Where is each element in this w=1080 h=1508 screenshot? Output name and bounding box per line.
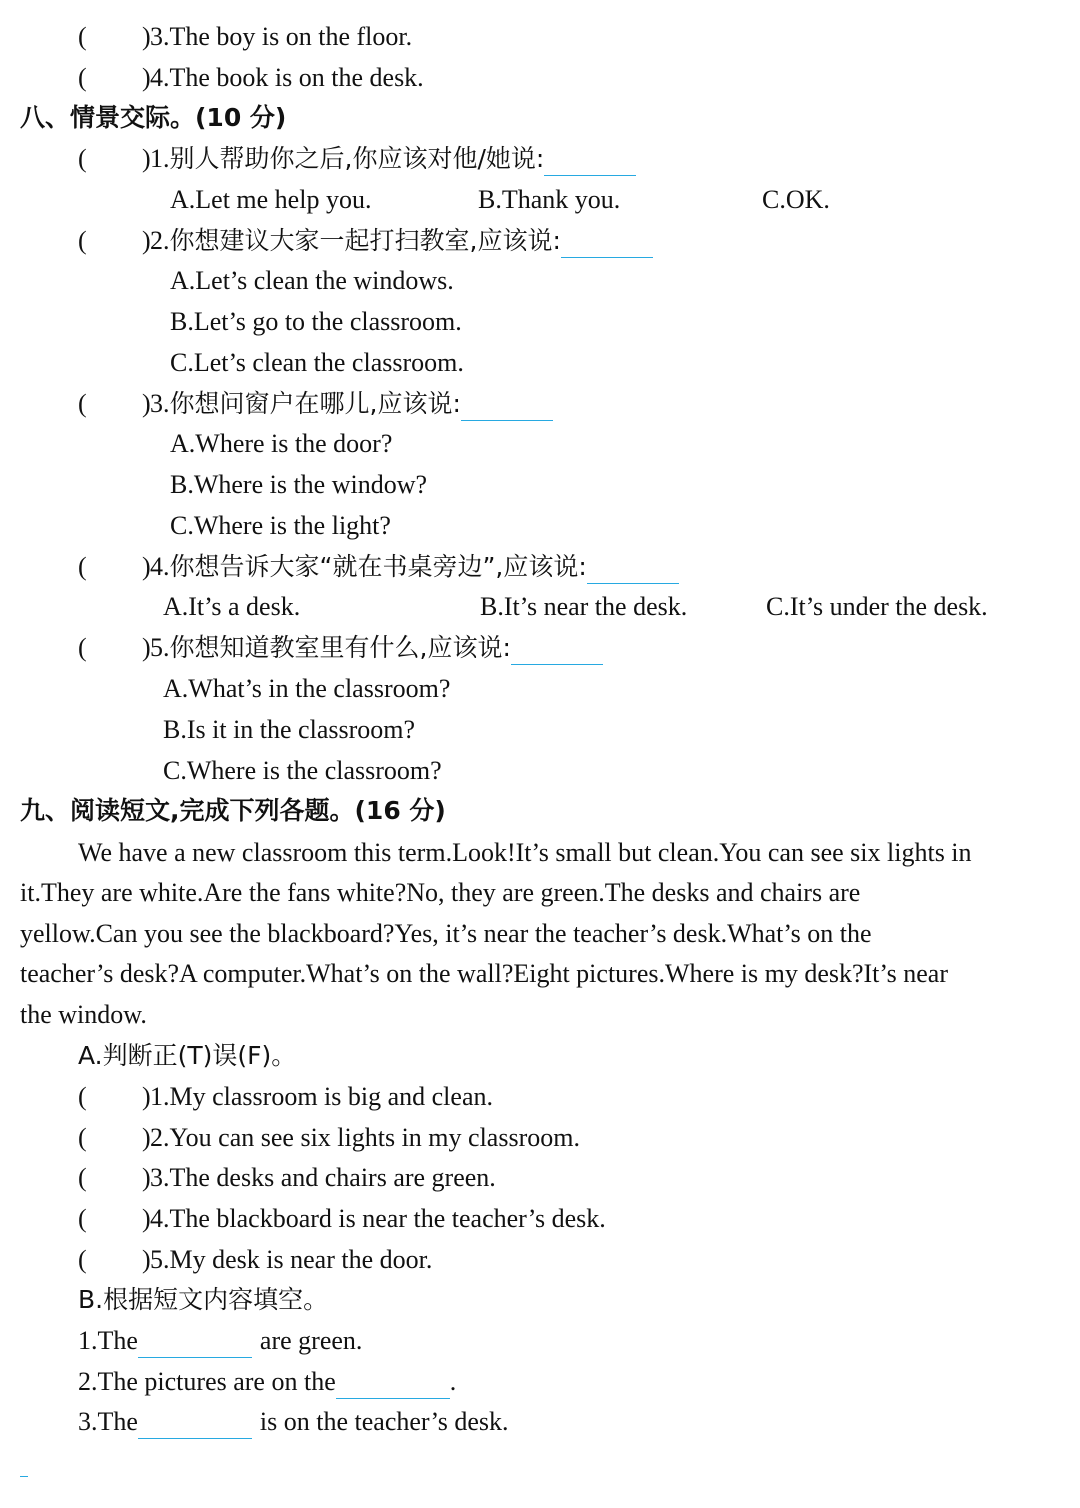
answer-paren-open[interactable]: (	[78, 1163, 87, 1192]
option-a: A.Let me help you.	[170, 185, 372, 214]
option-b: B.Let’s go to the classroom.	[170, 307, 462, 336]
question-number: 2.	[150, 226, 170, 255]
answer-paren-close: )	[142, 389, 151, 418]
fill-in-item-3	[78, 1405, 509, 1439]
fill-in-blank[interactable]	[138, 1331, 252, 1358]
question-number: 5.	[150, 633, 170, 662]
answer-paren-close: )	[142, 1082, 151, 1111]
passage-line-1: We have a new classroom this term.Look!It’s small but clean.You can see six lights in	[78, 838, 972, 867]
passage-line-4: teacher’s desk?A computer.What’s on the wall?Eight pictures.Where is my desk?It’s near	[20, 959, 948, 988]
situation-question-3	[0, 387, 1080, 421]
item-text: 2.You can see six lights in my classroom.	[150, 1123, 580, 1152]
item-text: 4.The book is on the desk.	[150, 63, 424, 92]
option-c: C.Where is the light?	[170, 511, 391, 540]
question-prompt: 你想知道教室里有什么,应该说:	[169, 633, 511, 662]
answer-blank[interactable]	[561, 231, 653, 258]
true-false-item-3	[0, 1161, 1080, 1195]
question-prompt: 你想建议大家一起打扫教室,应该说:	[169, 226, 561, 255]
fill-in-blank[interactable]	[336, 1372, 450, 1399]
passage-line-5: the window.	[20, 1000, 147, 1029]
judge-item-4	[0, 61, 1080, 95]
option-c: C.Let’s clean the classroom.	[170, 348, 464, 377]
answer-paren-open[interactable]: (	[78, 552, 87, 581]
answer-paren-open[interactable]: (	[78, 1082, 87, 1111]
answer-paren-open[interactable]: (	[78, 633, 87, 662]
true-false-item-1	[0, 1080, 1080, 1114]
answer-paren-close: )	[142, 226, 151, 255]
answer-paren-open[interactable]: (	[78, 226, 87, 255]
answer-paren-open[interactable]: (	[78, 1204, 87, 1233]
option-b: B.Is it in the classroom?	[163, 715, 416, 744]
fill-in-text-after: .	[449, 1367, 457, 1396]
option-a: A.Let’s clean the windows.	[170, 266, 454, 295]
option-b: B.Thank you.	[478, 185, 621, 214]
item-text: 5.My desk is near the door.	[150, 1245, 433, 1274]
fill-in-blank[interactable]	[138, 1412, 252, 1439]
stray-underline-mark	[20, 1476, 28, 1477]
fill-in-text-after: is on the teacher’s desk.	[259, 1407, 509, 1436]
fill-in-text-after: are green.	[259, 1326, 363, 1355]
answer-paren-close: )	[142, 144, 151, 173]
question-prompt: 别人帮助你之后,你应该对他/她说:	[169, 144, 545, 173]
item-text: 1.My classroom is big and clean.	[150, 1082, 493, 1111]
judge-item-3	[0, 20, 1080, 54]
answer-blank[interactable]	[461, 394, 553, 421]
true-false-item-2	[0, 1121, 1080, 1155]
section-8-heading: 八、情景交际。(10 分)	[20, 103, 287, 132]
situation-question-5	[0, 631, 1080, 665]
answer-paren-open[interactable]: (	[78, 144, 87, 173]
passage-line-2: it.They are white.Are the fans white?No, they are green.The desks and chairs are	[20, 878, 861, 907]
option-c: C.It’s under the desk.	[766, 592, 988, 621]
answer-paren-open[interactable]: (	[78, 389, 87, 418]
situation-question-4	[0, 550, 1080, 584]
answer-paren-close: )	[142, 63, 151, 92]
answer-paren-open[interactable]: (	[78, 1245, 87, 1274]
true-false-item-4	[0, 1202, 1080, 1236]
answer-paren-close: )	[142, 22, 151, 51]
part-b-title: B.根据短文内容填空。	[78, 1285, 329, 1314]
option-a: A.Where is the door?	[170, 429, 393, 458]
option-b: B.Where is the window?	[170, 470, 428, 499]
option-b: B.It’s near the desk.	[480, 592, 688, 621]
part-a-title: A.判断正(T)误(F)。	[78, 1041, 297, 1070]
answer-paren-close: )	[142, 1204, 151, 1233]
fill-in-text-before: 2.The pictures are on the	[78, 1367, 336, 1396]
item-text: 3.The desks and chairs are green.	[150, 1163, 496, 1192]
situation-question-2	[0, 224, 1080, 258]
question-prompt: 你想告诉大家“就在书桌旁边”,应该说:	[169, 552, 587, 581]
answer-blank[interactable]	[587, 557, 679, 584]
answer-paren-open[interactable]: (	[78, 1123, 87, 1152]
question-number: 4.	[150, 552, 170, 581]
answer-blank[interactable]	[511, 638, 603, 665]
answer-paren-close: )	[142, 1163, 151, 1192]
answer-paren-open[interactable]: (	[78, 22, 87, 51]
item-text: 3.The boy is on the floor.	[150, 22, 413, 51]
situation-question-1	[0, 142, 1080, 176]
answer-paren-open[interactable]: (	[78, 63, 87, 92]
question-number: 1.	[150, 144, 170, 173]
answer-paren-close: )	[142, 1245, 151, 1274]
answer-paren-close: )	[142, 633, 151, 662]
true-false-item-5	[0, 1243, 1080, 1277]
fill-in-text-before: 1.The	[78, 1326, 138, 1355]
fill-in-item-1	[78, 1324, 362, 1358]
fill-in-item-2	[78, 1365, 456, 1399]
option-c: C.Where is the classroom?	[163, 756, 442, 785]
item-text: 4.The blackboard is near the teacher’s desk.	[150, 1204, 606, 1233]
option-a: A.What’s in the classroom?	[163, 674, 451, 703]
section-9-heading: 九、阅读短文,完成下列各题。(16 分)	[20, 796, 446, 825]
option-a: A.It’s a desk.	[163, 592, 301, 621]
question-number: 3.	[150, 389, 170, 418]
question-prompt: 你想问窗户在哪儿,应该说:	[169, 389, 461, 418]
option-c: C.OK.	[762, 185, 830, 214]
answer-paren-close: )	[142, 1123, 151, 1152]
answer-blank[interactable]	[544, 149, 636, 176]
fill-in-text-before: 3.The	[78, 1407, 138, 1436]
passage-line-3: yellow.Can you see the blackboard?Yes, it’s near the teacher’s desk.What’s on the	[20, 919, 872, 948]
answer-paren-close: )	[142, 552, 151, 581]
